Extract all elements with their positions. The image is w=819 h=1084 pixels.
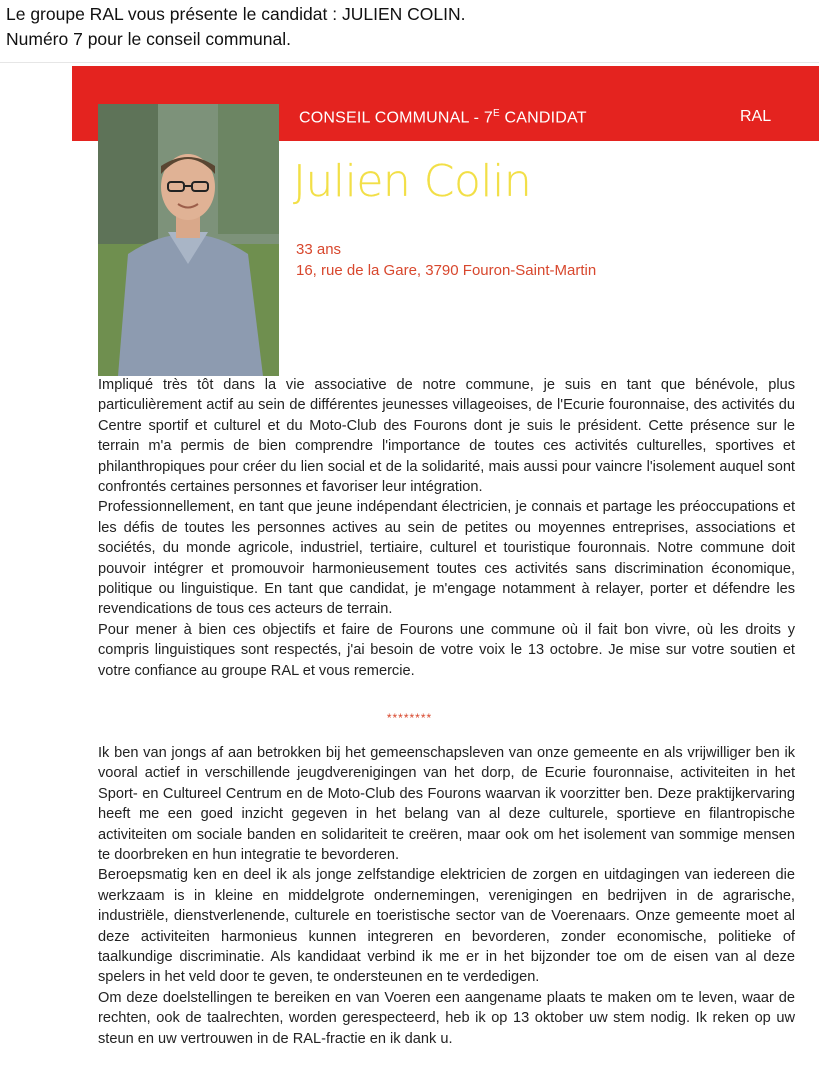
fr-paragraph: Professionnellement, en tant que jeune indépendant électricien, je connais et partage les préoccupations et les défis de toutes les personnes actives au sein de petites ou moyennes entreprises, associations et sociétés, du monde agricole, industriel, tertiaire, culturel et touristique fouronnais. Notre commune doit pouvoir intégrer et promouvoir harmonieusement toutes ces activités sans discrimination économique, politique ou linguistique. En tant que candidat, je m'engage notamment à relayer, porter et défendre les revendications de tous ces acteurs de terrain. xyxy=(98,499,795,618)
candidate-photo-illustration xyxy=(98,104,279,376)
header-label-end: CANDIDAT xyxy=(499,109,587,127)
nl-paragraph: Ik ben van jongs af aan betrokken bij het gemeenschapsleven van onze gemeente en als vrijwilliger ben ik vooral actief in verschillende jeugdverenigingen van het dorp, de Ecurie fouronnaise, activiteiten in het Sport- en Cultureel Centrum en de Moto-Club des Fourons waarvan ik voorzitter ben. Deze praktijkervaring heeft me een goed inzicht gegeven in het belang van al deze culturele, sportieve en filantropische activiteiten om sociale banden en solidariteit te creëren, maar ook om het isolement van sommige mensen te doorbreken en hun integratie te bevorderen. xyxy=(98,745,795,864)
nl-paragraph: Om deze doelstellingen te bereiken en van Voeren een aangename plaats te maken om te leven, waar de rechten, ook de taalrechten, worden gerespecteerd, heb ik op 13 oktober uw stem nodig. Ik reken op uw steun en uw vertrouwen in de RAL-fractie en ik dank u. xyxy=(98,989,795,1047)
post-caption-line-1: Le groupe RAL vous présente le candidat : JULIEN COLIN. xyxy=(6,4,466,24)
fr-paragraph: Impliqué très tôt dans la vie associative de notre commune, je suis en tant que bénévole, plus particulièrement actif au sein de différentes jeunesses villageoises, de l'Ecurie fouronnaise, des activités du Centre sportif et culturel et du Moto-Club des Fourons dont je suis le président. Cette présence sur le terrain m'a permis de bien comprendre l'importance de toutes ces activités culturelles, sportives et philanthropiques pour créer du lien social et de la solidarité, mais aussi pour vaincre l'isolement auquel sont confrontés certaines personnes et favoriser leur intégration. xyxy=(98,377,795,496)
fr-paragraph: Pour mener à bien ces objectifs et faire de Fourons une commune où il fait bon vivre, où les droits y compris linguistiques sont respectés, j'ai besoin de votre voix le 13 octobre. Je mise sur votre soutien et votre confiance au groupe RAL et vous remercie. xyxy=(98,621,795,679)
flyer-header-label xyxy=(299,108,587,127)
dutch-text xyxy=(98,743,795,1049)
post-caption xyxy=(6,2,806,52)
candidate-name: Julien Colin xyxy=(293,156,532,207)
candidate-address: 16, rue de la Gare, 3790 Fouron-Saint-Martin xyxy=(296,262,597,279)
divider xyxy=(0,62,819,63)
header-label-main: CONSEIL COMMUNAL - 7 xyxy=(299,109,493,127)
candidate-photo[interactable] xyxy=(98,104,279,376)
language-separator: ******** xyxy=(386,711,433,725)
french-text xyxy=(98,375,795,681)
candidate-age: 33 ans xyxy=(296,241,342,258)
post-caption-line-2: Numéro 7 pour le conseil communal. xyxy=(6,29,291,49)
header-label-superscript: E xyxy=(492,108,500,119)
party-brand: RAL xyxy=(740,108,772,125)
nl-paragraph: Beroepsmatig ken en deel ik als jonge zelfstandige elektricien de zorgen en uitdagingen van iedereen die werkzaam is in kleine en middelgrote ondernemingen, verenigingen en bedrijven in de agrarische, industriële, dienstverlenende, culturele en toeristische sector van de Voerenaars. Onze gemeente moet al deze activiteiten harmonieus kunnen integreren en bevorderen, zonder economische, politieke of taalkundige discriminatie. Als kandidaat verbind ik me er in het bijzonder toe om de eisen van al deze spelers in het veld door te geven, te ondersteunen en te verdedigen. xyxy=(98,867,795,986)
